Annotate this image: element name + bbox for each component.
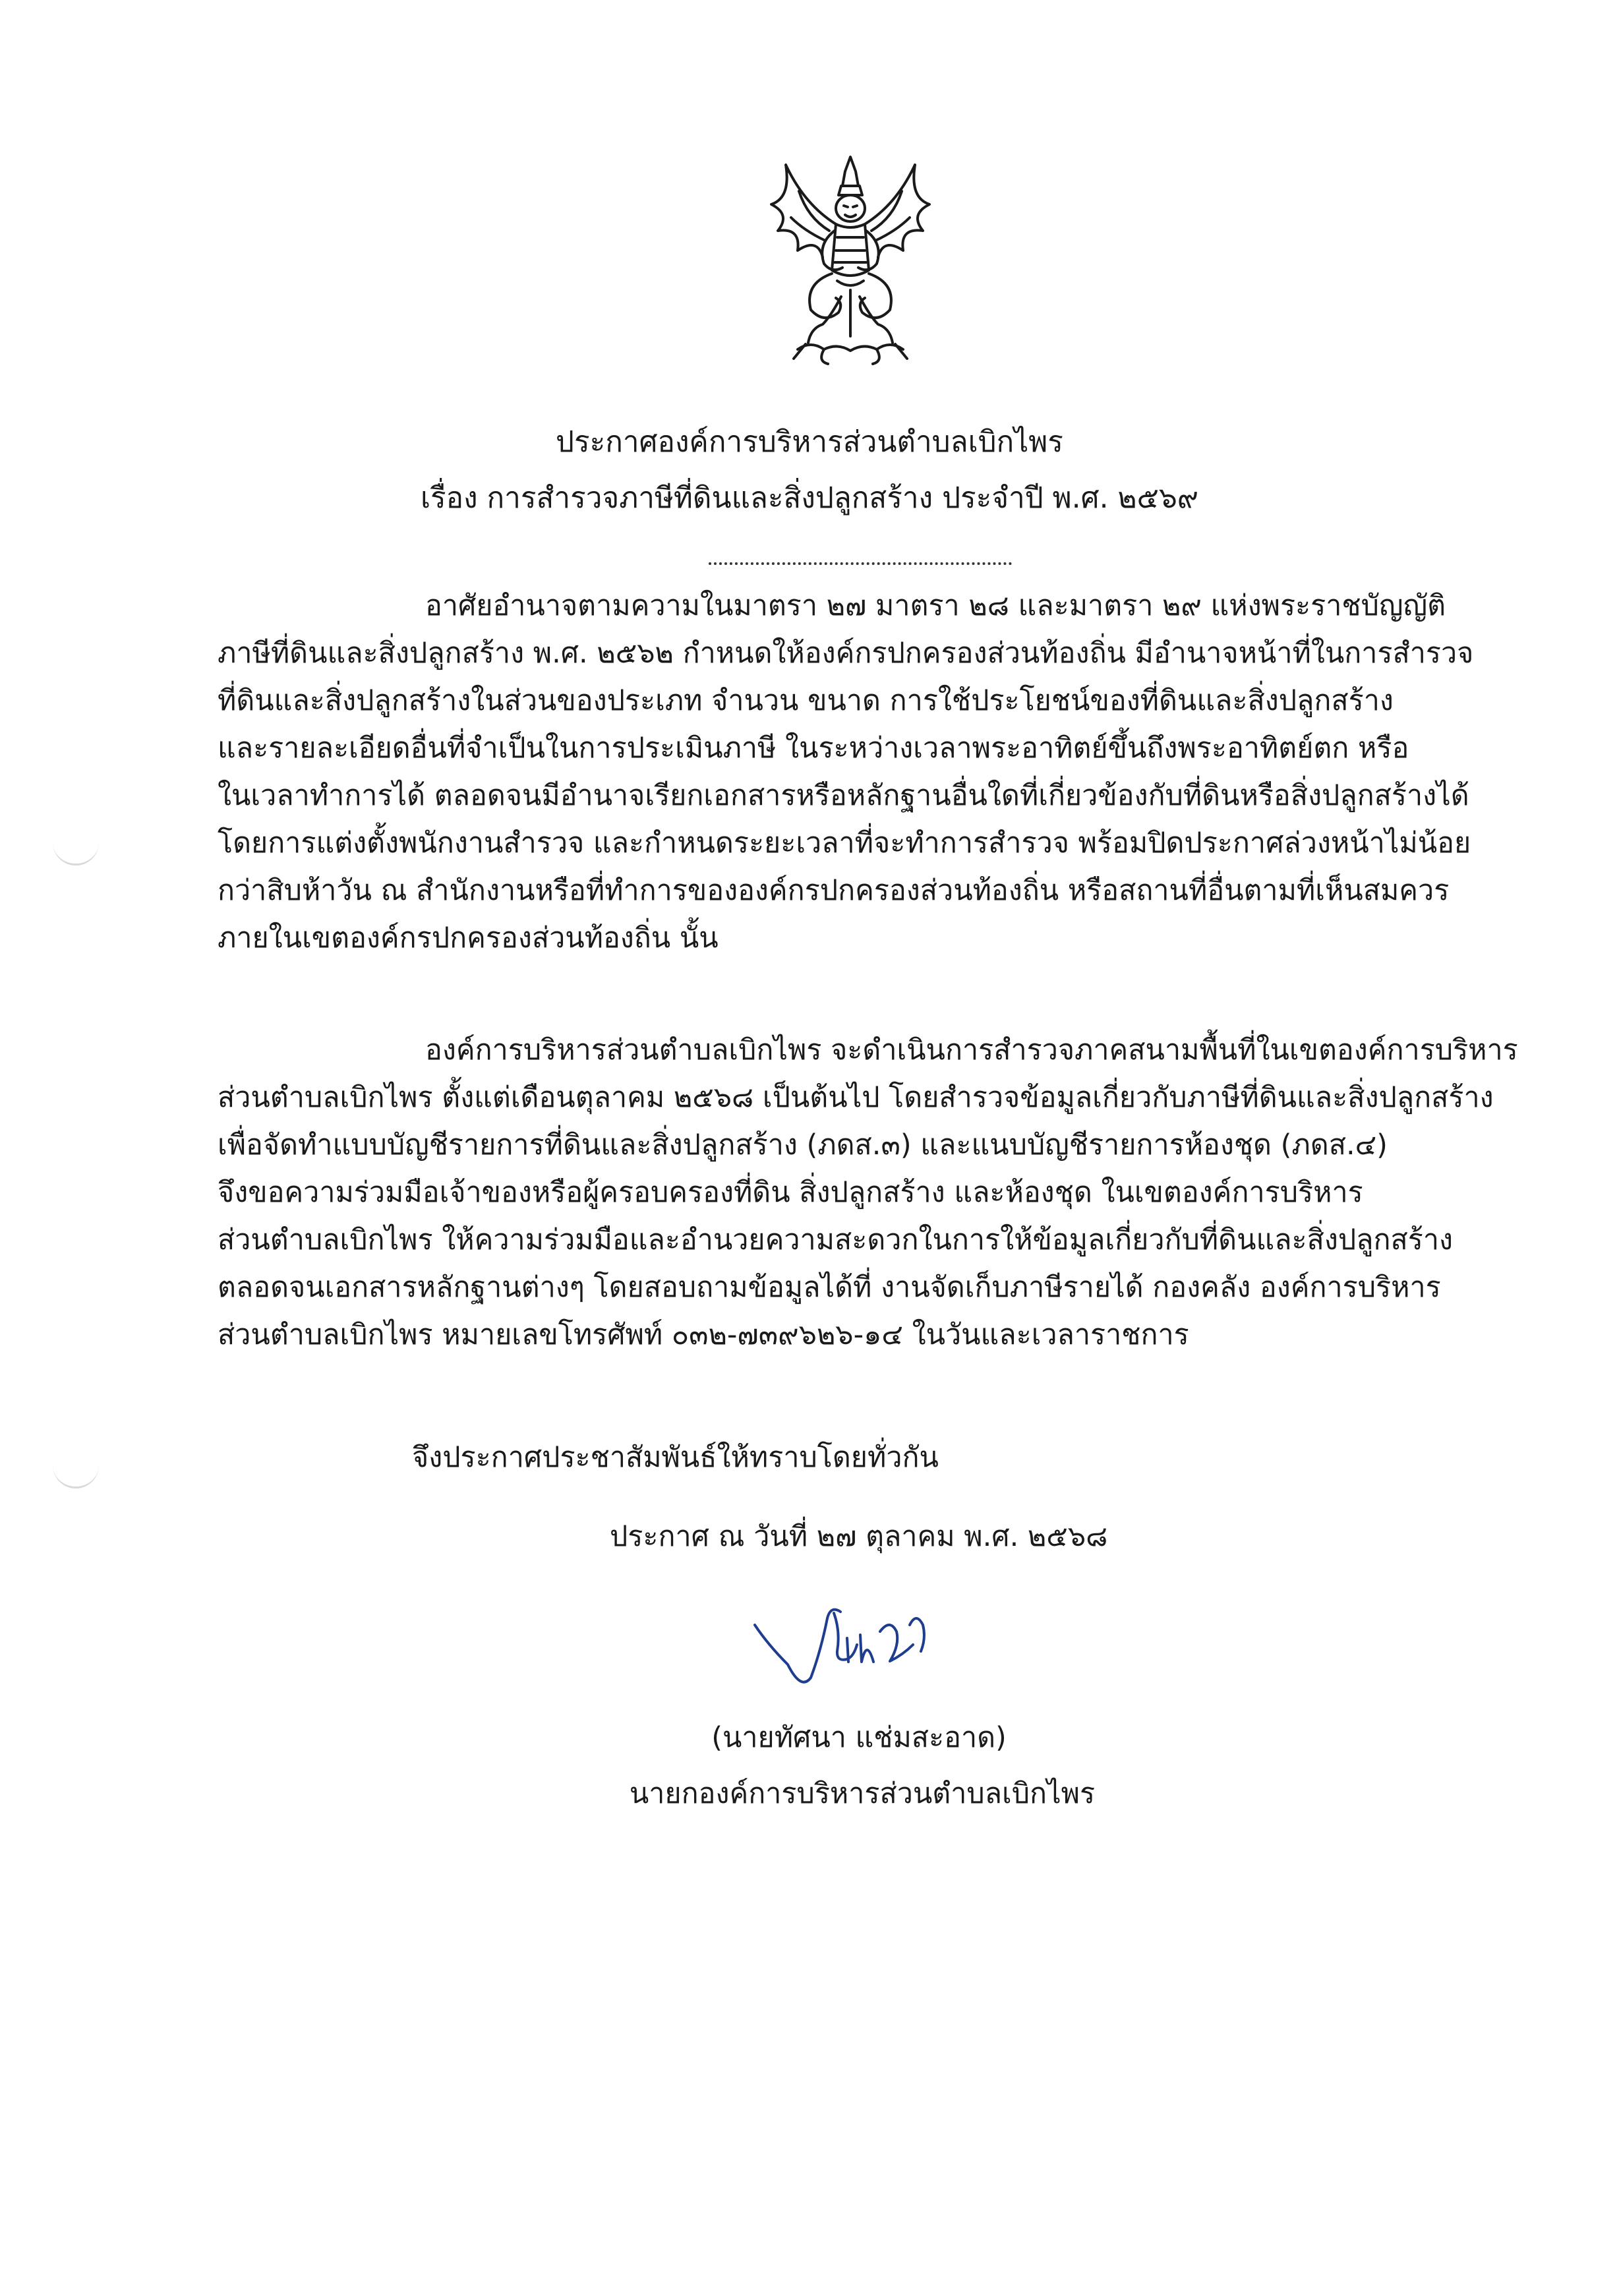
signatory-name-text: (นายทัศนา แช่มสะอาด) <box>711 1721 1007 1754</box>
paragraph-line: กว่าสิบห้าวัน ณ สำนักงานหรือที่ทำการขององค์กรปกครองส่วนท้องถิ่น หรือสถานที่อื่นตามที่เห็นสมควร <box>218 874 1450 907</box>
paragraph-line: เพื่อจัดทำแบบบัญชีรายการที่ดินและสิ่งปลูกสร้าง (ภดส.๓) และแนบบัญชีรายการห้องชุด (ภดส.๔) <box>218 1129 1388 1162</box>
closing-statement: จึงประกาศประชาสัมพันธ์ให้ทราบโดยทั่วกัน <box>412 1441 939 1474</box>
paragraph-line: ส่วนตำบลเบิกไพร ตั้งแต่เดือนตุลาคม ๒๕๖๘ เป็นต้นไป โดยสำรวจข้อมูลเกี่ยวกับภาษีที่ดินและสิ่งปลูกสร้าง <box>218 1081 1494 1114</box>
paragraph-survey <box>218 1026 1518 1359</box>
paragraph-line: โดยการแต่งตั้งพนักงานสำรวจ และกำหนดระยะเวลาที่จะทำการสำรวจ พร้อมปิดประกาศล่วงหน้าไม่น้อย <box>218 827 1471 860</box>
signatory-position <box>0 1773 1619 1814</box>
paragraph-line: อาศัยอำนาจตามความในมาตรา ๒๗ มาตรา ๒๘ และมาตรา ๒๙ แห่งพระราชบัญญัติ <box>425 589 1446 622</box>
handwritten-signature <box>748 1599 966 1704</box>
punch-hole-mark <box>53 1460 99 1488</box>
paragraph-line: ส่วนตำบลเบิกไพร หมายเลขโทรศัพท์ ๐๓๒-๗๓๙๖๒๖-๑๔ ในวันและเวลาราชการ <box>218 1318 1189 1351</box>
signatory-name <box>0 1717 1619 1758</box>
paragraph-line: จึงขอความร่วมมือเจ้าของหรือผู้ครอบครองที่ดิน สิ่งปลูกสร้าง และห้องชุด ในเขตองค์การบริหาร <box>218 1176 1363 1209</box>
paragraph-line: ภาษีที่ดินและสิ่งปลูกสร้าง พ.ศ. ๒๕๖๒ กำหนดให้องค์กรปกครองส่วนท้องถิ่น มีอำนาจหน้าที่ในการสำรวจ <box>218 637 1474 670</box>
paragraph-line: ในเวลาทำการได้ ตลอดจนมีอำนาจเรียกเอกสารหรือหลักฐานอื่นใดที่เกี่ยวข้องกับที่ดินหรือสิ่งปลูกสร้างได้ <box>218 779 1469 812</box>
announcement-subject: เรื่อง การสำรวจภาษีที่ดินและสิ่งปลูกสร้าง ประจำปี พ.ศ. ๒๕๖๙ <box>420 481 1199 515</box>
garuda-emblem-icon <box>745 152 956 369</box>
signatory-position-text: นายกองค์การบริหารส่วนตำบลเบิกไพร <box>629 1777 1096 1810</box>
paragraph-authority <box>218 582 1487 962</box>
dotted-divider <box>709 562 1012 565</box>
paragraph-line: และรายละเอียดอื่นที่จำเป็นในการประเมินภาษี ในระหว่างเวลาพระอาทิตย์ขึ้นถึงพระอาทิตย์ตก หรือ <box>218 732 1409 765</box>
paragraph-line: ตลอดจนเอกสารหลักฐานต่างๆ โดยสอบถามข้อมูลได้ที่ งานจัดเก็บภาษีรายได้ กองคลัง องค์การบริหาร <box>218 1271 1441 1304</box>
paragraph-line: ที่ดินและสิ่งปลูกสร้างในส่วนของประเภท จำนวน ขนาด การใช้ประโยชน์ของที่ดินและสิ่งปลูกสร้าง <box>218 684 1394 717</box>
paragraph-line: ภายในเขตองค์กรปกครองส่วนท้องถิ่น นั้น <box>218 922 719 955</box>
punch-hole-mark <box>53 837 99 866</box>
paragraph-line: องค์การบริหารส่วนตำบลเบิกไพร จะดำเนินการสำรวจภาคสนามพื้นที่ในเขตองค์การบริหาร <box>425 1034 1518 1067</box>
announcement-title: ประกาศองค์การบริหารส่วนตำบลเบิกไพร <box>556 425 1063 459</box>
paragraph-line: ส่วนตำบลเบิกไพร ให้ความร่วมมือและอำนวยความสะดวกในการให้ข้อมูลเกี่ยวกับที่ดินและสิ่งปลูกสร้าง <box>218 1223 1454 1256</box>
announcement-date: ประกาศ ณ วันที่ ๒๗ ตุลาคม พ.ศ. ๒๕๖๘ <box>610 1520 1108 1553</box>
